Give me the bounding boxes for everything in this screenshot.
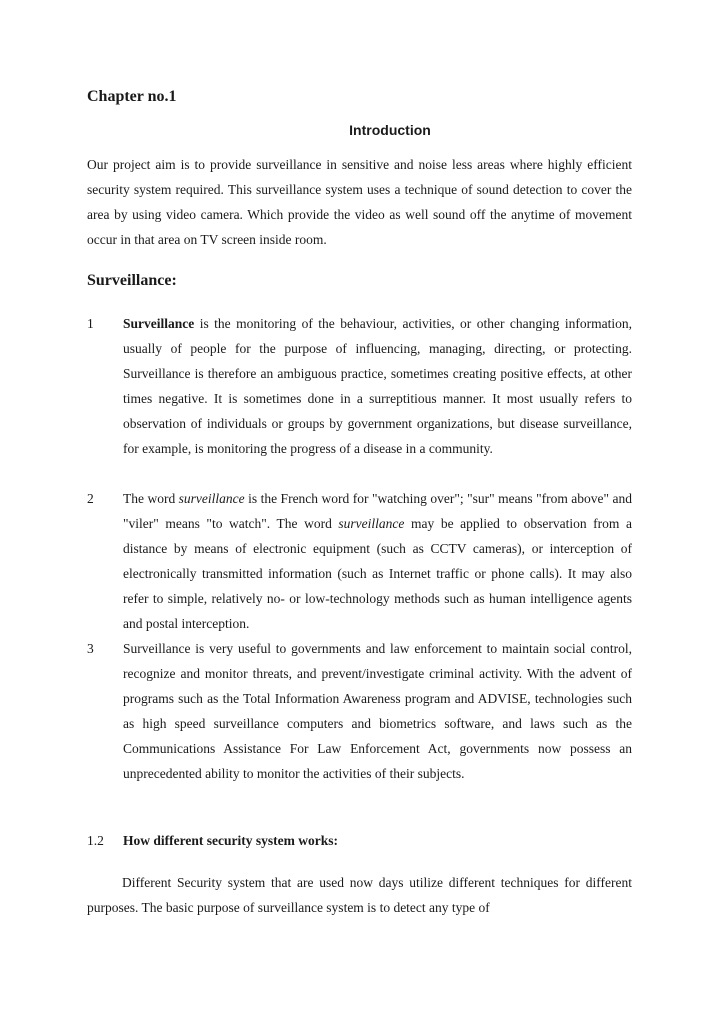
list-item-lead-term: Surveillance (123, 316, 195, 331)
list-item-number: 2 (87, 491, 94, 506)
list-item-italic-term: surveillance (338, 516, 405, 531)
list-item-body (123, 311, 632, 461)
list-item-number: 1 (87, 316, 94, 331)
introduction-heading: Introduction (349, 122, 431, 138)
surveillance-heading: Surveillance: (87, 272, 177, 289)
subsection-title: How different security system works: (123, 833, 338, 848)
list-item-text: may be applied to observation from a distance by means of electronic equipment (such as CCTV cameras), or interception of electronically transmitted information (such as Internet traffic or phone calls). It may also refer to simple, relatively no- or low-technology methods such as human intelligence agents and postal interception. (123, 516, 632, 631)
list-item-body (123, 486, 632, 636)
list-item-text: is the French word for "watching over"; "sur" means "from above" and "viler" means "to watch". The word (123, 491, 632, 531)
list-item-text: is the monitoring of the behaviour, activities, or other changing information, usually of people for the purpose of influencing, managing, directing, or protecting. Surveillance is therefore an ambiguous practice, sometimes creating positive effects, at other times negative. It is sometimes done in a surreptitious manner. It most usually refers to observation of individuals or groups by government organizations, but disease surveillance, for example, is monitoring the progress of a disease in a community. (123, 316, 632, 456)
closing-paragraph: Different Security system that are used now days utilize different techniques for different purposes. The basic purpose of surveillance system is to detect any type of (87, 875, 632, 915)
list-item-italic-term: surveillance (178, 491, 245, 506)
intro-paragraph: Our project aim is to provide surveillance in sensitive and noise less areas where highly efficient security system required. This surveillance system uses a technique of sound detection to cover the area by using video camera. Which provide the video as well sound off the anytime of movement occur in that area on TV screen inside room. (87, 157, 632, 247)
chapter-heading: Chapter no.1 (87, 88, 177, 105)
subsection-number: 1.2 (87, 833, 104, 848)
list-item-text: The word (123, 491, 179, 506)
list-item-number: 3 (87, 641, 94, 656)
list-item-body: Surveillance is very useful to governments and law enforcement to maintain social control, recognize and monitor threats, and prevent/investigate criminal activity. With the advent of programs such as the Total Information Awareness program and ADVISE, technologies such as high speed surveillance computers and biometrics software, and laws such as the Communications Assistance For Law Enforcement Act, governments now possess an unprecedented ability to monitor the activities of their subjects. (123, 641, 632, 781)
